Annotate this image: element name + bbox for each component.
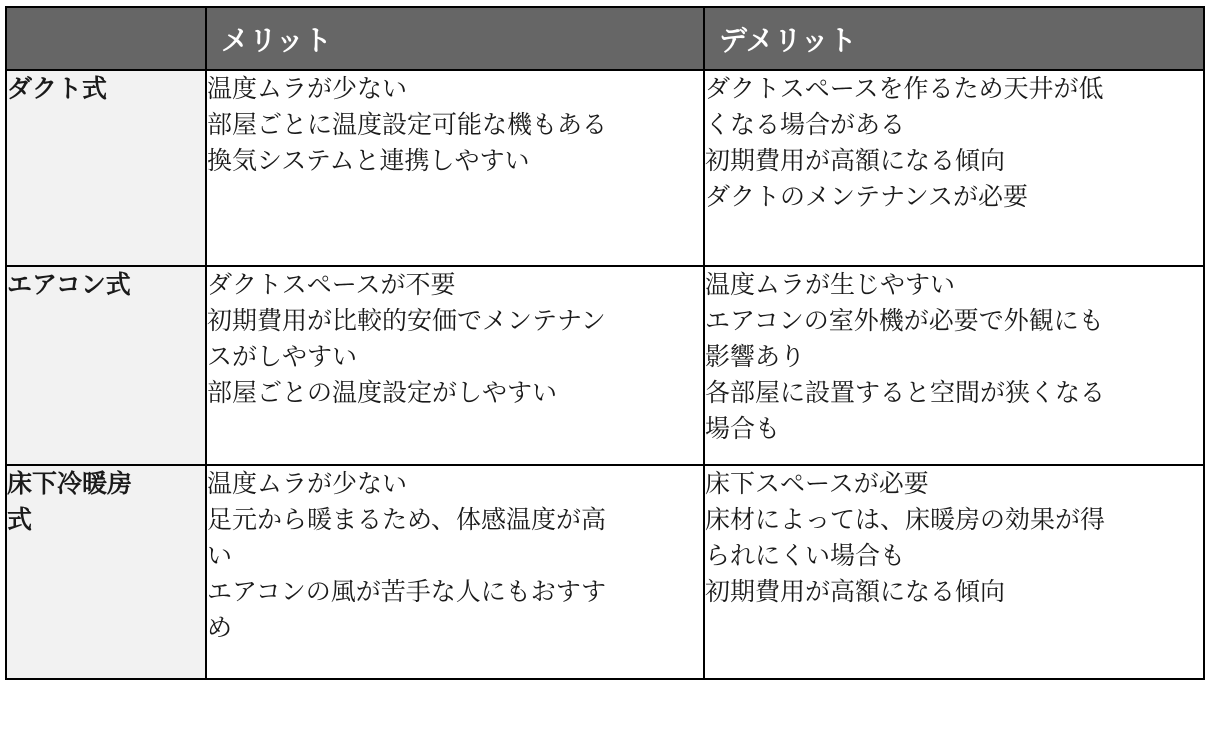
row-header-duct: ダクト式	[6, 70, 206, 266]
demerit-line: 床下スペースが必要	[705, 469, 929, 498]
merits-cell-underfloor	[206, 465, 704, 679]
table-row-aircon	[6, 266, 1204, 465]
table-row-duct	[6, 70, 1204, 266]
demerit-line: ダクトのメンテナンスが必要	[705, 182, 1029, 211]
header-corner-cell	[6, 7, 206, 70]
merit-line: 換気システムと連携しやすい	[207, 146, 530, 175]
row-header-aircon: エアコン式	[6, 266, 206, 465]
row-header-line: 式	[7, 505, 33, 534]
merit-line: い	[207, 541, 233, 570]
row-header-line: 床下冷暖房	[7, 469, 133, 498]
merit-line: 部屋ごとに温度設定可能な機もある	[207, 110, 608, 139]
merits-cell-duct	[206, 70, 704, 266]
merit-line: ダクトスペースが不要	[207, 270, 456, 299]
merit-line: エアコンの風が苦手な人にもおすす	[207, 577, 607, 606]
merit-line: 部屋ごとの温度設定がしやすい	[207, 378, 558, 407]
merit-line: 温度ムラが少ない	[207, 74, 408, 103]
demerits-cell-underfloor	[704, 465, 1204, 679]
header-merit: メリット	[206, 7, 704, 70]
merit-line: 温度ムラが少ない	[207, 469, 408, 498]
demerits-cell-aircon	[704, 266, 1204, 465]
demerit-line: られにくい場合も	[705, 541, 906, 570]
demerit-line: エアコンの室外機が必要で外観にも	[705, 306, 1104, 335]
demerits-cell-duct	[704, 70, 1204, 266]
demerit-line: ダクトスペースを作るため天井が低	[705, 74, 1104, 103]
demerit-line: 初期費用が高額になる傾向	[705, 146, 1006, 175]
demerit-line: 床材によっては、床暖房の効果が得	[705, 505, 1106, 534]
row-header-underfloor	[6, 465, 206, 679]
demerit-line: 温度ムラが生じやすい	[705, 270, 956, 299]
demerit-line: 各部屋に設置すると空間が狭くなる	[705, 378, 1106, 407]
demerit-line: 影響あり	[705, 342, 806, 371]
comparison-table	[5, 6, 1205, 680]
header-row	[6, 7, 1204, 70]
merit-line: 足元から暖まるため、体感温度が高	[207, 505, 607, 534]
merit-line: 初期費用が比較的安価でメンテナン	[207, 306, 606, 335]
demerit-line: 場合も	[705, 414, 781, 443]
demerit-line: くなる場合がある	[705, 110, 906, 139]
merit-line: スがしやすい	[207, 342, 358, 371]
demerit-line: 初期費用が高額になる傾向	[705, 577, 1006, 606]
merits-cell-aircon	[206, 266, 704, 465]
header-demerit: デメリット	[704, 7, 1204, 70]
table-row-underfloor	[6, 465, 1204, 679]
merit-line: め	[207, 613, 233, 642]
